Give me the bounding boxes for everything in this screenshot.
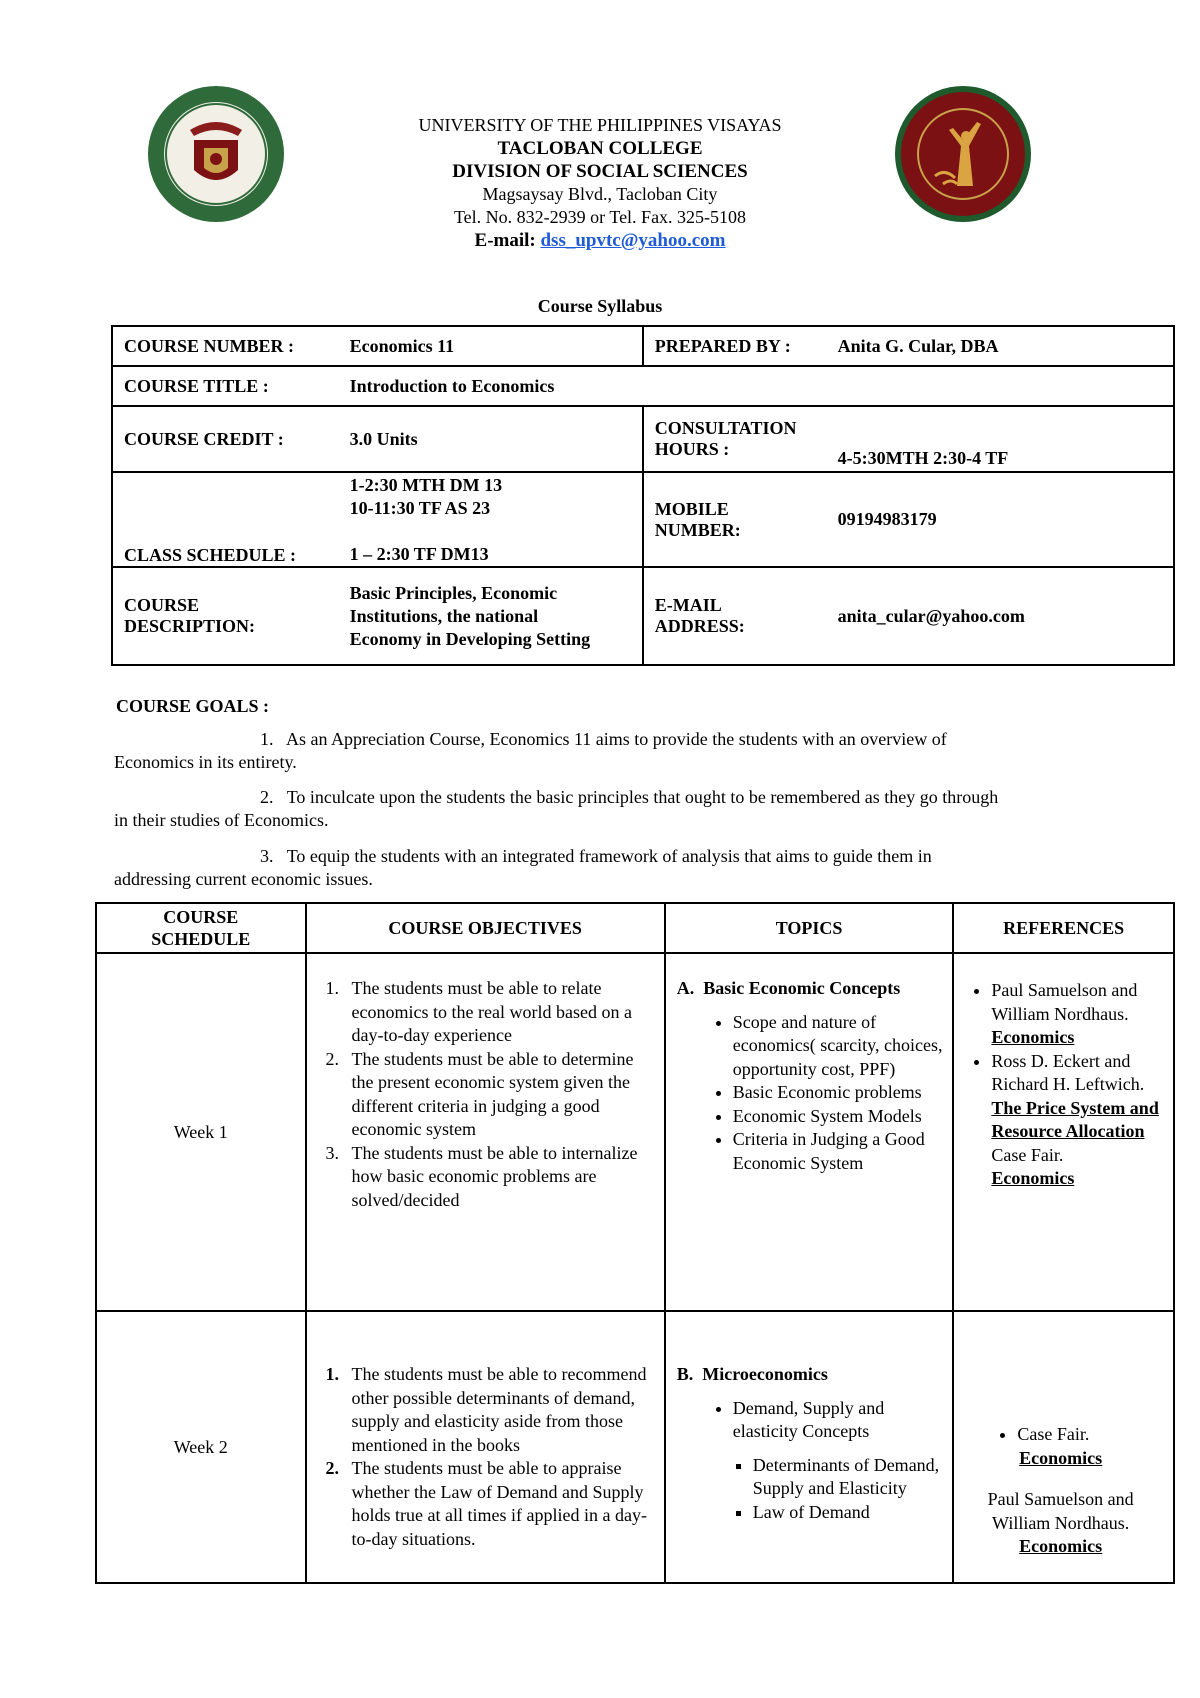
objective-item: 3. The students must be able to internalize how basic economic problems are solved/decided — [344, 1142, 655, 1213]
course-plan-table — [95, 902, 1175, 1584]
consultation-value: 4-5:30MTH 2:30-4 TF — [827, 406, 1174, 472]
topic-heading: B. Microeconomics — [676, 1364, 828, 1384]
objective-item: 2. The students must be able to appraise whether the Law of Demand and Supply holds true at all times if applied in a day-to-day situations. — [344, 1457, 655, 1551]
table-row — [96, 953, 1174, 1311]
course-goals-heading: COURSE GOALS : — [116, 696, 270, 716]
topics-cell — [665, 1311, 954, 1583]
consultation-label: CONSULTATION HOURS : — [643, 406, 827, 472]
week-cell: Week 2 — [96, 1311, 306, 1583]
reference-item: Paul Samuelson and William Nordhaus. — [987, 1489, 1134, 1533]
week-cell: Week 1 — [96, 953, 306, 1311]
topic-item: • Basic Economic problems — [733, 1081, 944, 1105]
table-row — [96, 1311, 1174, 1583]
email-address-label: E-MAIL ADDRESS: — [643, 567, 827, 665]
college-name: TACLOBAN COLLEGE — [497, 138, 703, 159]
course-title-label: COURSE TITLE : — [112, 366, 339, 406]
reference-item: • Case Fair. — [1017, 1423, 1164, 1447]
course-credit-value: 3.0 Units — [339, 406, 643, 472]
goal-item: 1. As an Appreciation Course, Economics 11 aims to provide the students with an overview of Economics in its entirety. — [114, 729, 947, 772]
topic-heading: A. Basic Economic Concepts — [676, 978, 901, 998]
email-line — [0, 229, 1200, 252]
subtopic-item: ▪ Law of Demand — [753, 1501, 944, 1525]
course-description-label: COURSE DESCRIPTION: — [112, 567, 339, 665]
goal-item: 3. To equip the students with an integrated framework of analysis that aims to guide them in addressing current economic issues. — [114, 846, 932, 889]
mobile-label: MOBILE NUMBER: — [643, 472, 827, 567]
document-title: Course Syllabus — [537, 296, 663, 316]
objective-item: 2. The students must be able to determine the present economic system given the different criteria in judging a good economic system — [344, 1048, 655, 1142]
prepared-by-label: PREPARED BY : — [643, 326, 827, 366]
topic-item: • Economic System Models — [733, 1105, 944, 1129]
objective-item: 1. The students must be able to relate economics to the real world based on a day-to-day experience — [344, 977, 655, 1048]
course-credit-label: COURSE CREDIT : — [112, 406, 339, 472]
topics-cell — [665, 953, 954, 1311]
phone: Tel. No. 832-2939 or Tel. Fax. 325-5108 — [453, 207, 747, 227]
topic-item: • Criteria in Judging a Good Economic System — [733, 1128, 944, 1175]
objectives-cell — [306, 1311, 665, 1583]
email-address-value: anita_cular@yahoo.com — [827, 567, 1174, 665]
prepared-by-value: Anita G. Cular, DBA — [827, 326, 1174, 366]
course-number-label: COURSE NUMBER : — [112, 326, 339, 366]
email-link[interactable]: dss_upvtc@yahoo.com — [540, 230, 726, 251]
subtopic-item: ▪ Determinants of Demand, Supply and Elasticity — [753, 1454, 944, 1501]
header-references: REFERENCES — [953, 903, 1174, 953]
course-title-value: Introduction to Economics — [339, 366, 1174, 406]
objectives-cell — [306, 953, 665, 1311]
mobile-value: 09194983179 — [827, 472, 1174, 567]
course-description-value: Basic Principles, Economic Institutions, the national Economy in Developing Setting — [339, 567, 643, 665]
header-course-schedule: COURSE SCHEDULE — [96, 903, 306, 953]
division-name: DIVISION OF SOCIAL SCIENCES — [452, 161, 748, 182]
topic-item: • Scope and nature of economics( scarcity, choices, opportunity cost, PPF) — [733, 1011, 944, 1082]
goal-item: 2. To inculcate upon the students the basic principles that ought to be remembered as they go through in their studies of Economics. — [114, 787, 999, 830]
topic-item: • Demand, Supply and elasticity Concepts ▪ Determinants of Demand, Supply and Elasticity ▪ Law of Demand — [733, 1397, 944, 1525]
references-cell — [953, 953, 1174, 1311]
objective-item: 1. The students must be able to recommend other possible determinants of demand, supply and elasticity aside from those mentioned in the books — [344, 1363, 655, 1457]
reference-item: • Ross D. Eckert and Richard H. Leftwich. The Price System and Resource Allocation Case Fair. Economics — [991, 1050, 1164, 1191]
address: Magsaysay Blvd., Tacloban City — [482, 184, 718, 204]
class-schedule-value: 1-2:30 MTH DM 13 10-11:30 TF AS 23 1 – 2:30 TF DM13 — [339, 472, 643, 567]
course-number-value: Economics 11 — [339, 326, 643, 366]
class-schedule-label: CLASS SCHEDULE : — [112, 472, 339, 567]
email-label: E-mail: — [474, 230, 536, 251]
header-topics: TOPICS — [665, 903, 954, 953]
course-info-table — [111, 325, 1175, 666]
reference-item: • Paul Samuelson and William Nordhaus. Economics — [991, 979, 1164, 1050]
header-course-objectives: COURSE OBJECTIVES — [306, 903, 665, 953]
letterhead — [0, 114, 1200, 252]
university-name: UNIVERSITY OF THE PHILIPPINES VISAYAS — [418, 115, 782, 135]
references-cell: • Case Fair. Economics Paul Samuelson and William Nordhaus. Economics — [953, 1311, 1174, 1583]
